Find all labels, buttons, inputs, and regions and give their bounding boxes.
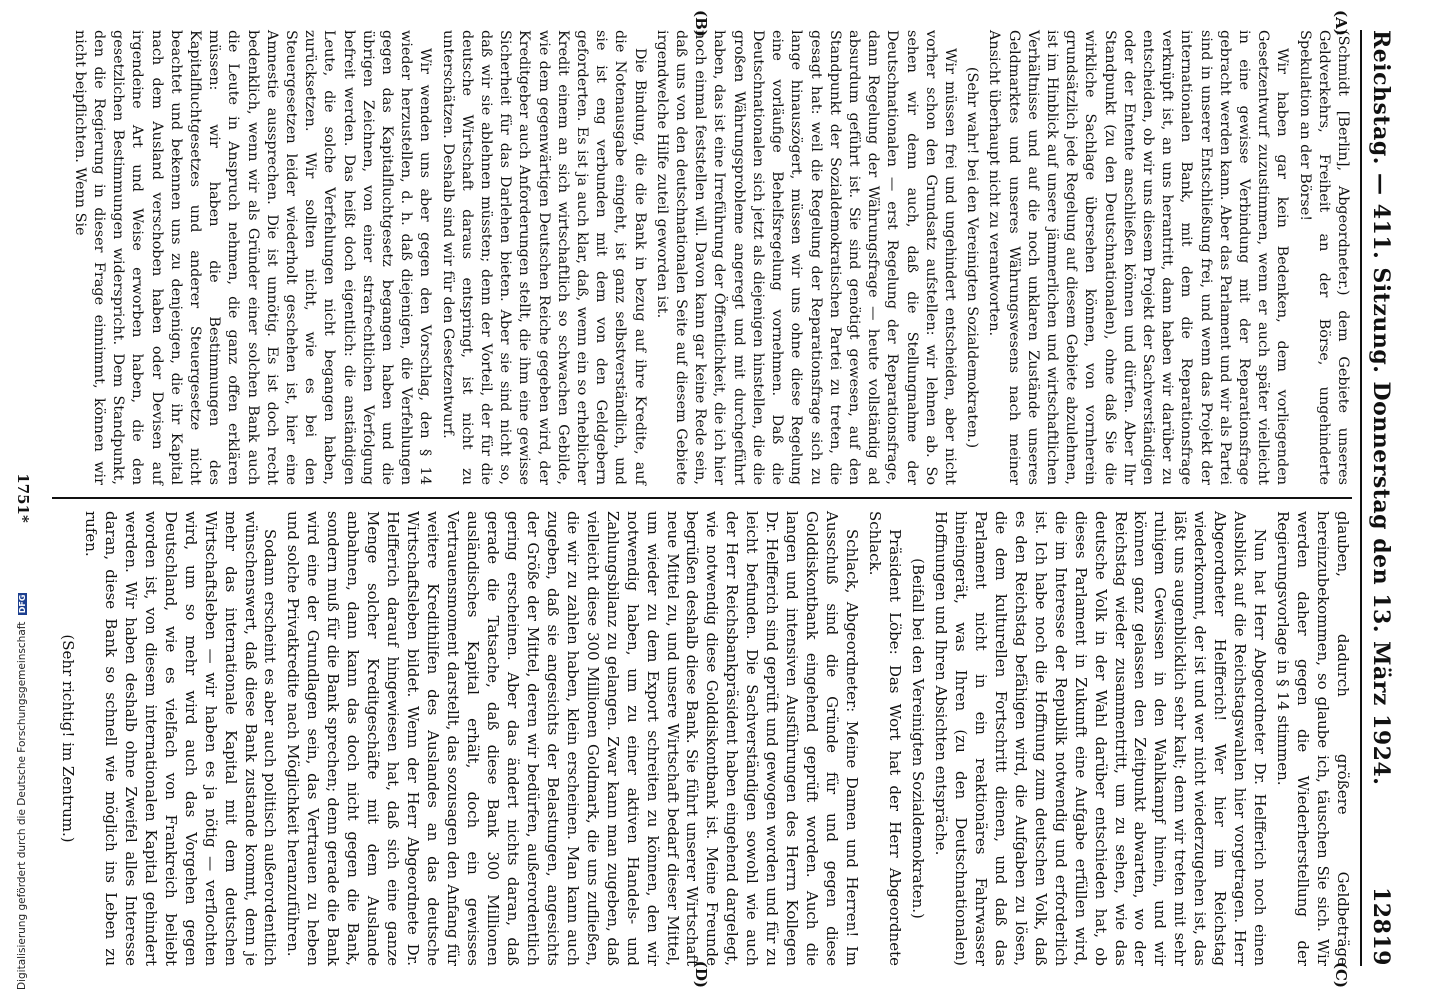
rotated-page — [0, 8, 1410, 988]
paragraph: glauben, dadurch größere Geldbeträge hereinzubekommen, so glaube ich, täuschen Sie sich. Wir werden daher gegen die Wiederherstellung der Regierungsvorlage in § 14 stimmen. — [1274, 511, 1352, 966]
paragraph: (Schmidt [Berlin], Abgeordneter.) dem Gebiete unseres Geldverkehrs, Freiheit an der Börse, ungehinderte Spekulation an der Börse! — [1296, 30, 1351, 485]
dfg-logo: DFG — [18, 594, 27, 614]
paragraph: Nun hat Herr Abgeordneter Dr. Helfferich noch einen Ausblick auf die Reichstagswahlen hier vorgetragen. Herr Abgeordneter Helfferich! Wer hier im Reichstag wiederkommt, der ist und wer nicht wiederzugehen ist, das läßt uns augenblicklich sehr kalt; denn wir treten mit sehr ruhigem Gewissen in den Wahlkampf hinein, und wir können ganz gelassen den Zeitpunkt abwarten, wo der Reichstag wieder zusammentritt, um zu sehen, wie das deutsche Volk in der Wahl darüber entschieden hat, ob dieses Parlament in Zukunft eine Aufgabe erfüllen wird, die im Interesse der Republik notwendig und erforderlich ist. Ich habe noch die Hoffnung zum deutschen Volk, daß es den Reichstag befähigen wird, die Aufgaben zu lösen, die dem kulturellen Fortschritt dienen, und daß das Parlament nicht in ein reaktionäres Fahrwasser hineingerät, was Ihren (zu den Deutschnationalen) Hoffnungen und Ihren Absichten entspräche. — [931, 511, 1270, 966]
digitization-credit — [2, 560, 28, 990]
paragraph: Wir müssen frei und ungehindert entscheiden, aber nicht vorher schon den Grundsatz aufstellen: wir lehnen ab. So sehen wir denn auch, daß die Stellungnahme der Deutschnationalen — erst Regelung der Reparationsfrage, dann Regelung der Währungsfrage — heute vollständig ad absurdum geführt ist. Sie sind genötigt gewesen, auf den Standpunkt der Sozialdemokratischen Partei zu treten, die gesagt hat: weil die Regelung der Reparationsfrage sich zu lange hinauszögert, müssen wir uns ohne diese Regelung eine vorläufige Behelfsregelung vornehmen. Daß die Deutschnationalen sich jetzt als diejenigen hinstellen, die die großen Währungsprobleme angeregt und mit durchgeführt haben, das ist eine Irreführung der Öffentlichkeit, die ich hier noch einmal feststellen will. Davon kann gar keine Rede sein, daß uns von den deutschnationalen Seite auf diesem Gebiete irgendwelche Hilfe zuteil geworden ist. — [653, 30, 958, 485]
margin-marker-a: (A) — [1332, 10, 1350, 36]
paragraph: Sodann erscheint es aber auch politisch außerordentlich wünschenswert, daß diese Bank zustande kommt, denn je mehr das internationale Kapital mit dem deutschen Wirtschaftsleben — wir haben es ja nötig — verflochten wird, um so mehr wird auch das Vorgehen gegen Deutschland, wie es vielfach von Frankreich beliebt worden ist, von diesem internationalen Kapital gehindert werden. Wir haben deshalb ohne Zweifel alles Interesse daran, diese Bank so schnell wie möglich ins Leben zu rufen. — [81, 511, 280, 966]
right-column — [52, 511, 1352, 966]
credit-text: Digitalisierung gefördert durch die Deutsche Forschungsgemeinschaft — [16, 621, 28, 990]
interjection: (Beifall bei den Vereinigten Sozialdemokraten.) — [908, 558, 927, 919]
margin-marker-b: (B) — [692, 10, 710, 37]
footer-number: 1751* — [14, 473, 32, 523]
paragraph: Die Bindung, die die Bank in bezug auf ihre Kredite, auf die Notenausgabe eingeht, ist ganz selbstverständlich, und sie ist eng verbunden mit dem von den Geldgebern geforderten. Es ist ja auch klar, daß, wenn ein so erheblicher Kredit einem an sich wirtschaftlich so schwachen Gebilde, wie dem gegenwärtigen Deutschen Reiche gegeben wird, der Kreditgeber auch Anforderungen stellt, die ihm eine gewisse Sicherheit für das Darlehen bieten. Aber sie sind nicht so, daß wir sie ablehnen müssten; denn der Vorteil, der für die deutsche Wirtschaft daraus entspringt, ist nicht zu unterschätzen. Deshalb sind wir für den Gesetzentwurf. — [439, 30, 648, 485]
header-title: Reichstag. — 411. Sitzung. Donnerstag den 13. März 1924. — [1368, 30, 1394, 786]
paragraph: Schlack, Abgeordneter: Meine Damen und Herren! Im Ausschuß sind die Gründe für und gegen diese Golddiskontbank eingehend geprüft worden. Auch die langen und intensiven Ausführungen des Herrn Kollegen Dr. Helfferich sind geprüft und gewogen worden und für zu leicht befunden. Die Sachverständigen sowohl wie auch der Herr Reichsbankpräsident haben eingehend dargelegt, wie notwendig diese Golddiskontbank ist. Meine Freunde begrüßen deshalb diese Bank. Sie führt unserer Wirtschaft neue Mittel zu, und unsere Wirtschaft bedarf dieser Mittel, um wieder zu dem Export schreiten zu können, den wir notwendig haben, um zu einer aktiven Handels- und Zahlungsbilanz zu gelangen. Zwar kann man zugeben, daß vielleicht diese 300 Millionen Goldmark, die uns zufließen, die wir zu zahlen haben, klein erscheinen. Man kann auch zugeben, daß sie angesichts der Belastungen, angesichts der Größe der Mittel, deren wir bedürfen, außerordentlich gering erscheinen. Aber das ändert nichts daran, daß gerade die Tatsache, daß diese Bank 300 Millionen ausländisches Kapital erhält, doch ein gewisses Vertrauensmoment darstellt, das sozusagen den Anfang für weitere Kredithilfen des Auslandes an das deutsche Wirtschaftsleben bildet. Wenn der Herr Abgeordnete Dr. Helfferich darauf hingewiesen hat, daß sich eine ganze Menge solcher Kreditgeschäfte mit dem Auslande anbahnen, dann kann das doch nicht gegen die Bank, sondern muß für die Bank sprechen; denn gerade die Bank wird eine der Grundlagen sein, das Vertrauen zu heben und solche Privatkredite nach Möglichkeit heranzuführen. — [284, 511, 862, 966]
left-column — [52, 30, 1352, 485]
margin-marker-d: (D) — [692, 960, 710, 988]
paragraph: Wir wenden uns aber gegen den Vorschlag, den § 14 wieder herzustellen, d. h. daß diejenigen, die Verfehlungen gegen das Kapitalfluchtgesetz begangen haben und die übrigen Zeichnen, von einer strafrechtlichen Verfolgung befreit werden. Das heißt doch eigentlich: die anständigen Leute, die solche Verfehlungen nicht begangen haben, zurücksetzen. Wir sollten nicht, wie es bei den Steuergesetzen leider wiederholt geschehen ist, hier eine Amnestie aussprechen. Die ist unnötig. Es ist doch recht bedenklich, wenn wir als Gründer einer solchen Bank auch die Leute in Anspruch nehmen, die ganz offen erklären müssen: wir haben die Bestimmungen des Kapitalfluchtgesetzes und anderer Steuergesetze nicht beachtet und bekennen uns zu denjenigen, die ihr Kapital nach dem Ausland verschoben haben oder Devisen auf irgendeine Art und Weise erworben haben, die den gesetzlichen Bestimmungen widerspricht. Dem Standpunkt, den die Regierung in dieser Frage einnimmt, können wir nicht beipflichten. Wenn Sie — [71, 30, 434, 485]
paragraph: Wir haben gar kein Bedenken, dem vorliegenden Gesetzentwurf zuzustimmen, wenn er auch später vielleicht in eine gewisse Verbindung mit der Reparationsfrage gebracht werden kann. Aber das Parlament und wir als Partei sind in unserer Entschließung frei, und wenn das Projekt der internationalen Bank, mit dem die Reparationsfrage verknüpft ist, an uns herantritt, dann haben wir darüber zu entscheiden, ob wir uns diesem Projekt der Sachverständigen oder der Entente anschließen können und dürfen. Aber Ihr Standpunkt (zu den Deutschnationalen), ohne daß Sie die wirkliche Sachlage übersehen können, von vornherein grundsätzlich jede Regelung auf diesem Gebiete abzulehnen, ist im Hinblick auf unsere jämmerlichen und wirtschaftlichen Verhältnisse und auf die noch unklaren Zustände unseres Geldmarktes und unseres Währungswesens nach meiner Ansicht überhaupt nicht zu verantworten. — [986, 30, 1291, 485]
column-divider — [52, 497, 1352, 499]
page-number: 12819 — [1368, 886, 1394, 966]
speaker-paragraph: Präsident Löbe: Das Wort hat der Herr Abgeordnete Schlack. — [866, 511, 905, 966]
interjection: (Sehr richtig! im Zentrum.) — [58, 634, 77, 843]
margin-marker-c: (C) — [1332, 961, 1350, 988]
page-header — [1360, 30, 1402, 966]
interjection: (Sehr wahr! bei den Vereinigten Sozialdemokraten.) — [964, 66, 981, 449]
